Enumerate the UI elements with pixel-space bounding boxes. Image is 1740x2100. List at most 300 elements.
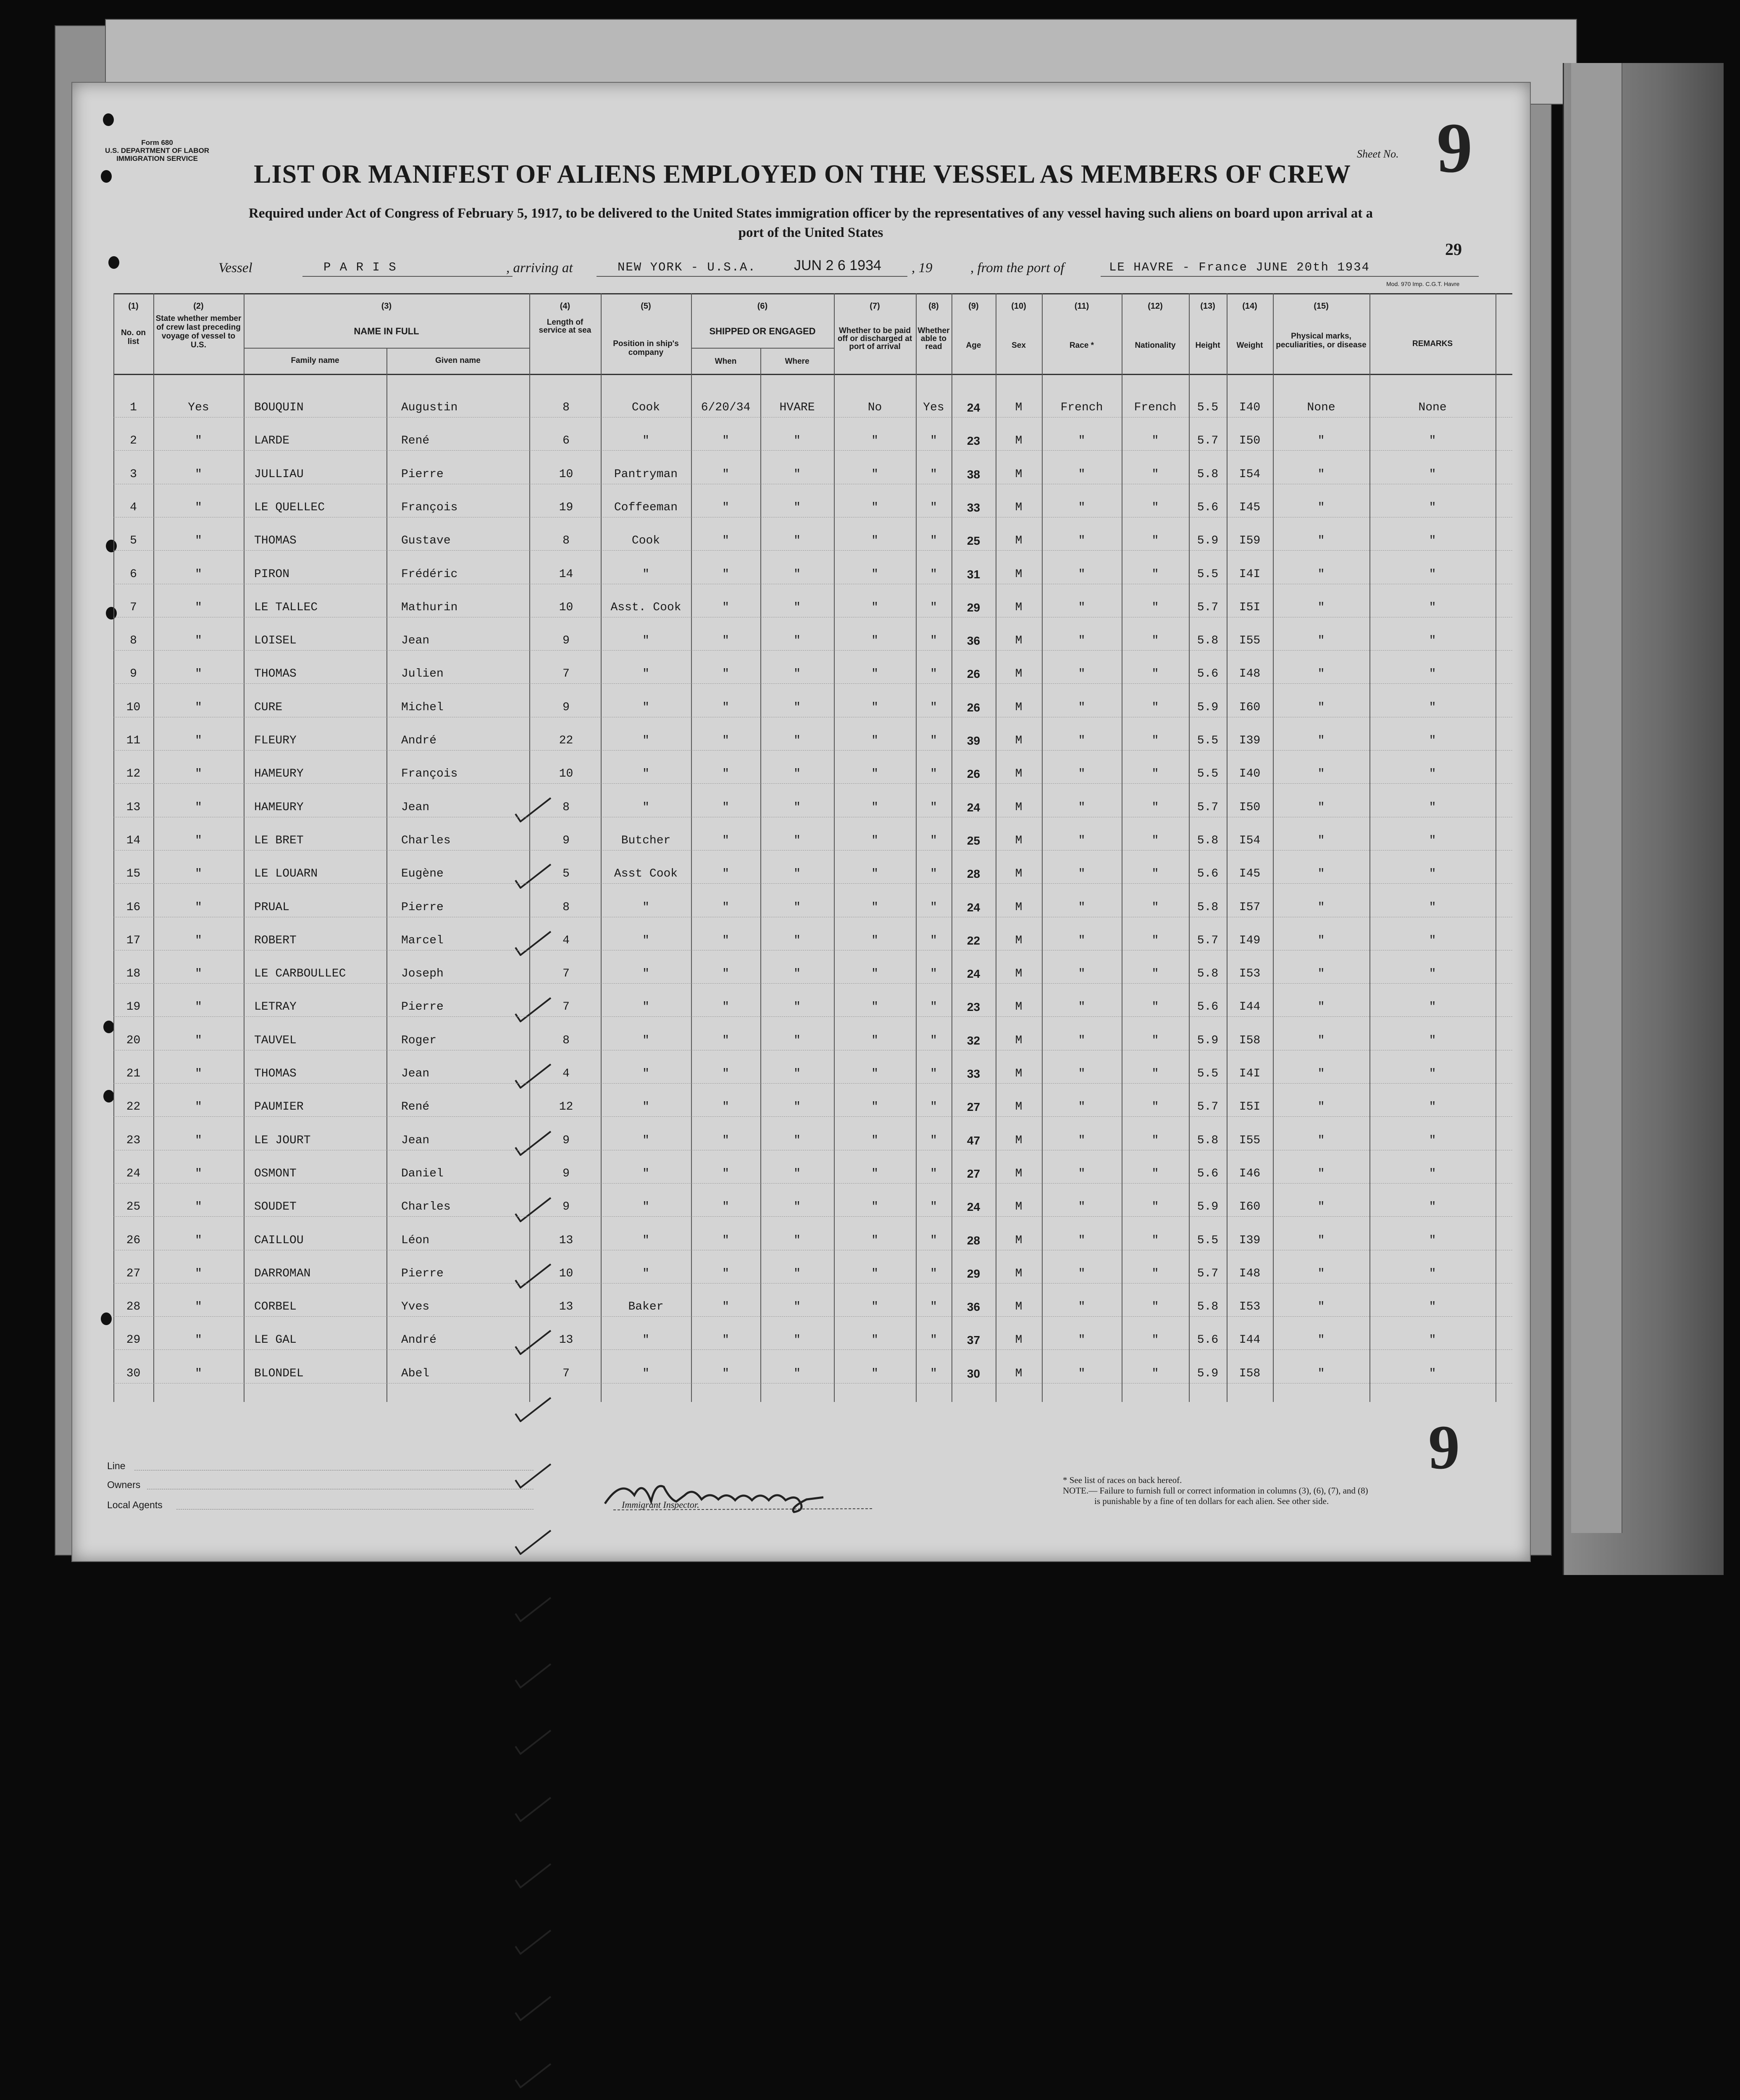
cell-where: " xyxy=(794,1034,801,1047)
cell-prev: " xyxy=(195,934,202,947)
cell-no: 2 xyxy=(130,434,137,447)
cell-service: 8 xyxy=(562,401,570,414)
cell-given: André xyxy=(401,1334,437,1347)
cell-race: " xyxy=(1078,701,1086,714)
cell-family: BOUQUIN xyxy=(254,401,304,414)
cell-age: 38 xyxy=(967,468,980,481)
header-nationality: Nationality xyxy=(1135,341,1176,350)
header-name-in-full: NAME IN FULL xyxy=(354,326,419,336)
cell-service: 8 xyxy=(562,801,570,814)
cell-race: " xyxy=(1078,1034,1086,1047)
sheet-number: 9 xyxy=(1437,108,1472,187)
cell-marks: " xyxy=(1317,1000,1325,1013)
cell-prev: " xyxy=(195,468,202,481)
cell-given: Frédéric xyxy=(401,568,458,581)
cell-given: François xyxy=(401,767,458,780)
cell-prev: " xyxy=(195,1200,202,1213)
cell-no: 7 xyxy=(130,601,137,614)
cell-no: 9 xyxy=(130,667,137,680)
cell-race: " xyxy=(1078,468,1086,481)
form-number: Form 680 xyxy=(141,139,173,147)
header-shipped-or-engaged: SHIPPED OR ENGAGED xyxy=(709,326,816,336)
cell-nat: " xyxy=(1151,1334,1159,1347)
cell-paid: No xyxy=(867,401,882,414)
cell-nat: " xyxy=(1151,1134,1159,1147)
cell-position: " xyxy=(642,568,649,581)
cell-when: " xyxy=(722,1067,729,1080)
cell-marks: " xyxy=(1317,834,1325,847)
cell-no: 11 xyxy=(126,734,141,747)
cell-weight: I40 xyxy=(1239,767,1261,780)
cell-remarks: " xyxy=(1429,1034,1436,1047)
cell-sex: M xyxy=(1015,1200,1022,1213)
cell-height: 5.5 xyxy=(1197,401,1219,414)
cell-weight: I48 xyxy=(1239,1267,1261,1280)
cell-given: Jean xyxy=(401,1134,430,1147)
cell-where: " xyxy=(794,1167,801,1180)
cell-no: 24 xyxy=(126,1167,141,1180)
cell-when: " xyxy=(722,1334,729,1347)
cell-weight: I4I xyxy=(1239,568,1261,581)
col-number: (3) xyxy=(381,302,392,311)
cell-service: 12 xyxy=(559,1100,573,1113)
cell-race: " xyxy=(1078,801,1086,814)
local-agents-label: Local Agents xyxy=(107,1499,163,1510)
cell-prev: " xyxy=(195,1134,202,1147)
cell-no: 5 xyxy=(130,534,137,547)
cell-nat: " xyxy=(1151,1234,1159,1247)
cell-prev: " xyxy=(195,1234,202,1247)
cell-height: 5.6 xyxy=(1197,1000,1219,1013)
cell-remarks: " xyxy=(1429,901,1436,914)
cell-service: 19 xyxy=(559,501,573,514)
cell-nat: " xyxy=(1151,734,1159,747)
cell-family: PRUAL xyxy=(254,901,290,914)
printer-imprint: Mod. 970 Imp. C.G.T. Havre xyxy=(1386,281,1460,287)
cell-sex: M xyxy=(1015,701,1022,714)
cell-when: " xyxy=(722,701,729,714)
cell-family: SOUDET xyxy=(254,1200,297,1213)
cell-when: " xyxy=(722,1367,729,1380)
cell-where: " xyxy=(794,1000,801,1013)
header-weight: Weight xyxy=(1236,341,1263,350)
cell-nat: " xyxy=(1151,601,1159,614)
cell-age: 31 xyxy=(967,568,980,581)
cell-marks: " xyxy=(1317,434,1325,447)
cell-given: Julien xyxy=(401,667,444,680)
cell-race: " xyxy=(1078,534,1086,547)
cell-where: " xyxy=(794,1334,801,1347)
sheet-number-label: Sheet No. xyxy=(1357,148,1399,160)
cell-family: LE TALLEC xyxy=(254,601,318,614)
cell-age: 27 xyxy=(967,1100,980,1113)
cell-no: 21 xyxy=(126,1067,141,1080)
cell-prev: " xyxy=(195,834,202,847)
cell-when: " xyxy=(722,1300,729,1313)
cell-weight: I50 xyxy=(1239,801,1261,814)
table-row xyxy=(0,634,1740,651)
cell-nat: " xyxy=(1151,501,1159,514)
cell-position: " xyxy=(642,701,649,714)
cell-age: 23 xyxy=(967,434,980,447)
cell-where: " xyxy=(794,1067,801,1080)
cell-prev: " xyxy=(195,534,202,547)
cell-paid: " xyxy=(871,767,878,780)
cell-when: " xyxy=(722,1167,729,1180)
cell-race: " xyxy=(1078,1134,1086,1147)
cell-age: 24 xyxy=(967,801,980,814)
cell-service: 9 xyxy=(562,701,570,714)
year-label: , 19 xyxy=(912,260,933,276)
cell-prev: " xyxy=(195,701,202,714)
cell-age: 23 xyxy=(967,1000,980,1013)
cell-position: " xyxy=(642,901,649,914)
cell-remarks: " xyxy=(1429,967,1436,980)
cell-weight: I55 xyxy=(1239,1134,1261,1147)
table-row xyxy=(0,1367,1740,1384)
check-mark-icon xyxy=(515,1863,552,1888)
table-row xyxy=(0,1334,1740,1350)
cell-when: " xyxy=(722,1234,729,1247)
cell-no: 3 xyxy=(130,468,137,481)
check-mark-icon xyxy=(515,1530,552,1555)
service: IMMIGRATION SERVICE xyxy=(116,155,198,163)
cell-family: ROBERT xyxy=(254,934,297,947)
cell-read: " xyxy=(930,468,937,481)
cell-nat: " xyxy=(1151,901,1159,914)
cell-remarks: " xyxy=(1429,1100,1436,1113)
cell-remarks: " xyxy=(1429,667,1436,680)
arriving-underline xyxy=(597,276,907,277)
cell-prev: " xyxy=(195,1100,202,1113)
cell-where: " xyxy=(794,1200,801,1213)
cell-paid: " xyxy=(871,1267,878,1280)
header-remarks: REMARKS xyxy=(1412,339,1453,348)
footnote-penalty: is punishable by a fine of ten dollars for each alien. See other side. xyxy=(1094,1496,1329,1506)
cell-where: " xyxy=(794,967,801,980)
arriving-label: , arriving at xyxy=(506,260,573,276)
cell-age: 28 xyxy=(967,1234,980,1247)
cell-age: 29 xyxy=(967,601,980,614)
cell-nat: " xyxy=(1151,1300,1159,1313)
cell-sex: M xyxy=(1015,1034,1022,1047)
cell-remarks: " xyxy=(1429,734,1436,747)
cell-paid: " xyxy=(871,634,878,647)
table-row xyxy=(0,834,1740,851)
cell-nat: " xyxy=(1151,634,1159,647)
cell-where: " xyxy=(794,667,801,680)
cell-marks: " xyxy=(1317,534,1325,547)
cell-paid: " xyxy=(871,967,878,980)
cell-paid: " xyxy=(871,568,878,581)
cell-sex: M xyxy=(1015,967,1022,980)
cell-weight: I50 xyxy=(1239,434,1261,447)
cell-read: " xyxy=(930,1134,937,1147)
cell-when: " xyxy=(722,1100,729,1113)
header-where: Where xyxy=(785,357,810,366)
cell-age: 26 xyxy=(967,667,980,680)
cell-family: LE CARBOULLEC xyxy=(254,967,346,980)
cell-family: LARDE xyxy=(254,434,290,447)
table-row xyxy=(0,501,1740,518)
from-port-label: , from the port of xyxy=(970,260,1065,276)
cell-given: Joseph xyxy=(401,967,444,980)
cell-sex: M xyxy=(1015,501,1022,514)
cell-age: 27 xyxy=(967,1167,980,1180)
cell-given: Marcel xyxy=(401,934,444,947)
cell-no: 27 xyxy=(126,1267,141,1280)
cell-prev: " xyxy=(195,434,202,447)
arrival-date-stamp: JUN 2 6 1934 xyxy=(794,257,881,273)
cell-when: " xyxy=(722,501,729,514)
cell-paid: " xyxy=(871,1167,878,1180)
cell-height: 5.9 xyxy=(1197,534,1219,547)
cell-no: 6 xyxy=(130,568,137,581)
cell-given: Pierre xyxy=(401,1000,444,1013)
cell-given: Yves xyxy=(401,1300,430,1313)
cell-prev: " xyxy=(195,1167,202,1180)
cell-age: 24 xyxy=(967,401,980,414)
cell-nat: " xyxy=(1151,1367,1159,1380)
cell-prev: " xyxy=(195,1034,202,1047)
cell-service: 9 xyxy=(562,834,570,847)
cell-family: CURE xyxy=(254,701,283,714)
binder-hole xyxy=(108,256,119,269)
cell-weight: I46 xyxy=(1239,1167,1261,1180)
cell-no: 28 xyxy=(126,1300,141,1313)
cell-remarks: " xyxy=(1429,767,1436,780)
cell-service: 10 xyxy=(559,468,573,481)
header-no-on-list: No. on list xyxy=(121,328,146,346)
cell-marks: " xyxy=(1317,901,1325,914)
cell-when: " xyxy=(722,568,729,581)
cell-position: Butcher xyxy=(621,834,671,847)
cell-sex: M xyxy=(1015,934,1022,947)
cell-service: 9 xyxy=(562,1167,570,1180)
cell-family: LE BRET xyxy=(254,834,304,847)
cell-nat: " xyxy=(1151,1167,1159,1180)
cell-race: " xyxy=(1078,967,1086,980)
cell-nat: " xyxy=(1151,767,1159,780)
cell-where: " xyxy=(794,568,801,581)
cell-marks: " xyxy=(1317,934,1325,947)
col-number: (6) xyxy=(757,302,768,311)
header-height: Height xyxy=(1195,341,1220,350)
check-mark-icon xyxy=(515,1996,552,2021)
cell-height: 5.9 xyxy=(1197,1367,1219,1380)
cell-position: " xyxy=(642,1034,649,1047)
cell-height: 5.9 xyxy=(1197,1200,1219,1213)
cell-sex: M xyxy=(1015,568,1022,581)
cell-height: 5.8 xyxy=(1197,468,1219,481)
cell-when: " xyxy=(722,667,729,680)
cell-read: " xyxy=(930,534,937,547)
cell-weight: I39 xyxy=(1239,734,1261,747)
cell-paid: " xyxy=(871,434,878,447)
cell-given: Daniel xyxy=(401,1167,444,1180)
cell-no: 19 xyxy=(126,1000,141,1013)
cell-position: Pantryman xyxy=(614,468,678,481)
cell-given: Pierre xyxy=(401,1267,444,1280)
cell-family: HAMEURY xyxy=(254,767,304,780)
cell-where: " xyxy=(794,901,801,914)
cell-sex: M xyxy=(1015,1100,1022,1113)
binder-hole xyxy=(101,170,112,183)
cell-service: 22 xyxy=(559,734,573,747)
cell-weight: I40 xyxy=(1239,401,1261,414)
cell-read: " xyxy=(930,701,937,714)
table-row xyxy=(0,801,1740,818)
cell-prev: Yes xyxy=(188,401,209,414)
cell-no: 22 xyxy=(126,1100,141,1113)
cell-when: " xyxy=(722,601,729,614)
cell-where: " xyxy=(794,1234,801,1247)
cell-given: Jean xyxy=(401,801,430,814)
cell-read: " xyxy=(930,1067,937,1080)
cell-when: " xyxy=(722,934,729,947)
col-number: (10) xyxy=(1011,302,1026,311)
cell-marks: " xyxy=(1317,1334,1325,1347)
cell-prev: " xyxy=(195,634,202,647)
cell-family: OSMONT xyxy=(254,1167,297,1180)
form-identifier xyxy=(105,139,209,163)
cell-where: " xyxy=(794,534,801,547)
table-row xyxy=(0,468,1740,485)
vessel-underline xyxy=(302,276,513,277)
col-number: (13) xyxy=(1200,302,1215,311)
cell-when: " xyxy=(722,434,729,447)
cell-where: " xyxy=(794,734,801,747)
cell-when: " xyxy=(722,634,729,647)
cell-paid: " xyxy=(871,1100,878,1113)
cell-family: DARROMAN xyxy=(254,1267,311,1280)
cell-remarks: " xyxy=(1429,801,1436,814)
cell-position: Coffeeman xyxy=(614,501,678,514)
col-number: (5) xyxy=(641,302,651,311)
cell-sex: M xyxy=(1015,1267,1022,1280)
cell-sex: M xyxy=(1015,901,1022,914)
col-number: (11) xyxy=(1074,302,1089,311)
cell-where: " xyxy=(794,1367,801,1380)
cell-service: 6 xyxy=(562,434,570,447)
cell-sex: M xyxy=(1015,867,1022,880)
cell-where: HVARE xyxy=(779,401,815,414)
cell-family: THOMAS xyxy=(254,1067,297,1080)
cell-marks: " xyxy=(1317,1200,1325,1213)
cell-height: 5.7 xyxy=(1197,434,1219,447)
cell-paid: " xyxy=(871,734,878,747)
cell-race: French xyxy=(1060,401,1103,414)
sheet-number-bottom: 9 xyxy=(1428,1412,1460,1482)
cell-read: " xyxy=(930,501,937,514)
department: U.S. DEPARTMENT OF LABOR xyxy=(105,147,210,155)
cell-marks: " xyxy=(1317,767,1325,780)
cell-nat: " xyxy=(1151,1034,1159,1047)
cell-paid: " xyxy=(871,1334,878,1347)
cell-family: LE JOURT xyxy=(254,1134,311,1147)
cell-when: 6/20/34 xyxy=(701,401,751,414)
cell-remarks: " xyxy=(1429,1234,1436,1247)
cell-position: " xyxy=(642,1367,649,1380)
cell-marks: " xyxy=(1317,1234,1325,1247)
cell-read: " xyxy=(930,1200,937,1213)
cell-paid: " xyxy=(871,1000,878,1013)
table-row xyxy=(0,534,1740,551)
cell-no: 23 xyxy=(126,1134,141,1147)
header-family-name: Family name xyxy=(291,356,339,365)
check-mark-icon xyxy=(515,1797,552,1822)
cell-family: BLONDEL xyxy=(254,1367,304,1380)
cell-height: 5.7 xyxy=(1197,1100,1219,1113)
cell-height: 5.5 xyxy=(1197,568,1219,581)
cell-prev: " xyxy=(195,967,202,980)
cell-marks: " xyxy=(1317,734,1325,747)
cell-age: 29 xyxy=(967,1267,980,1280)
cell-sex: M xyxy=(1015,1367,1022,1380)
cell-given: Michel xyxy=(401,701,444,714)
cell-where: " xyxy=(794,867,801,880)
cell-height: 5.8 xyxy=(1197,967,1219,980)
cell-weight: I53 xyxy=(1239,1300,1261,1313)
header-previous-voyage: State whether member of crew last preceding voyage of vessel to U.S. xyxy=(155,314,242,349)
footnote-note: NOTE.— Failure to furnish full or correct information in columns (3), (6), (7), and (8) xyxy=(1063,1486,1368,1496)
cell-marks: None xyxy=(1307,401,1335,414)
cell-where: " xyxy=(794,701,801,714)
cell-given: André xyxy=(401,734,437,747)
cell-sex: M xyxy=(1015,1334,1022,1347)
cell-given: René xyxy=(401,1100,430,1113)
check-mark-icon xyxy=(515,1597,552,1622)
cell-given: Abel xyxy=(401,1367,430,1380)
cell-sex: M xyxy=(1015,801,1022,814)
cell-position: " xyxy=(642,967,649,980)
cell-race: " xyxy=(1078,634,1086,647)
cell-prev: " xyxy=(195,901,202,914)
cell-weight: I49 xyxy=(1239,934,1261,947)
cell-read: " xyxy=(930,1334,937,1347)
subtitle-line-1: Required under Act of Congress of February 5, 1917, to be delivered to the United States immigration officer by the representatives of any vessel having such aliens on board upon arrival at a xyxy=(249,206,1373,221)
cell-paid: " xyxy=(871,867,878,880)
cell-given: René xyxy=(401,434,430,447)
cell-read: " xyxy=(930,1367,937,1380)
cell-family: CORBEL xyxy=(254,1300,297,1313)
table-row xyxy=(0,601,1740,618)
cell-remarks: " xyxy=(1429,1334,1436,1347)
cell-race: " xyxy=(1078,1167,1086,1180)
cell-prev: " xyxy=(195,1067,202,1080)
cell-prev: " xyxy=(195,568,202,581)
cell-service: 9 xyxy=(562,634,570,647)
cell-given: Augustin xyxy=(401,401,458,414)
cell-race: " xyxy=(1078,1367,1086,1380)
cell-when: " xyxy=(722,1000,729,1013)
cell-given: Jean xyxy=(401,1067,430,1080)
cell-read: " xyxy=(930,1034,937,1047)
col-number: (8) xyxy=(928,302,939,311)
cell-no: 25 xyxy=(126,1200,141,1213)
cell-race: " xyxy=(1078,568,1086,581)
cell-no: 30 xyxy=(126,1367,141,1380)
cell-read: " xyxy=(930,801,937,814)
cell-height: 5.6 xyxy=(1197,867,1219,880)
cell-weight: I57 xyxy=(1239,901,1261,914)
cell-prev: " xyxy=(195,1000,202,1013)
from-underline xyxy=(1101,276,1479,277)
cell-nat: " xyxy=(1151,867,1159,880)
header-age: Age xyxy=(966,341,981,350)
cell-race: " xyxy=(1078,767,1086,780)
cell-remarks: " xyxy=(1429,867,1436,880)
